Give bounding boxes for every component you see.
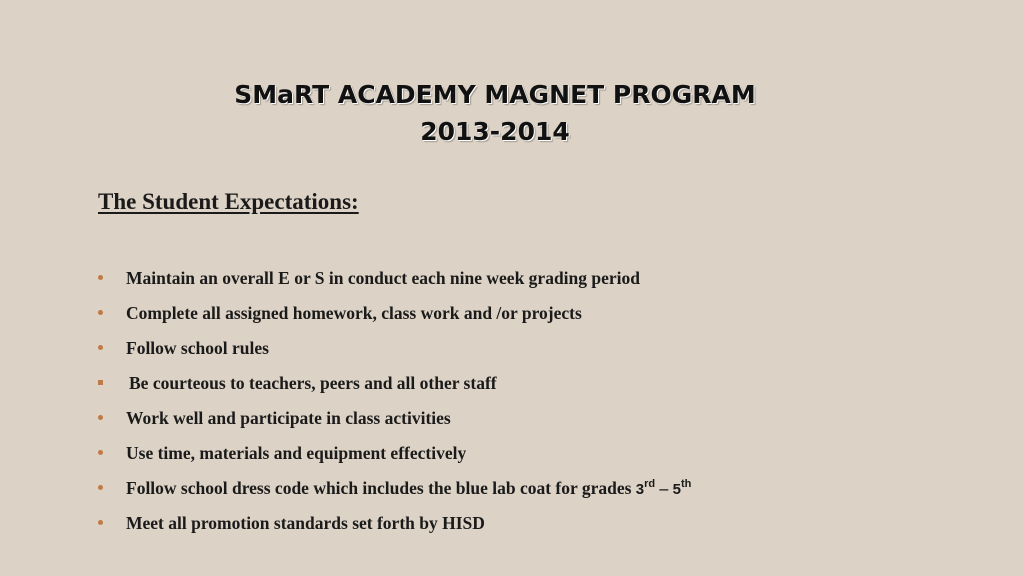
bullet-square-icon [98,380,103,385]
bullet-dot-icon [98,415,103,420]
section-heading: The Student Expectations: [98,189,359,214]
list-item [96,473,691,508]
list-item-text: Complete all assigned homework, class work and /or projects [126,303,582,323]
list-item-text: Meet all promotion standards set forth by HISD [126,513,485,533]
grade-to-suffix: th [680,478,692,491]
grade-from: 3 [635,481,645,498]
grade-from-suffix: rd [644,478,656,491]
list-item-text: Follow school dress code which includes the blue lab coat for grades [126,478,636,498]
bullet-dot-icon [98,520,103,525]
list-item [96,298,691,333]
list-item-text: Use time, materials and equipment effectively [126,443,467,463]
list-item-text: Maintain an overall E or S in conduct each nine week grading period [126,268,641,288]
bullet-dot-icon [98,485,103,490]
expectations-list [96,263,691,543]
bullet-dot-icon [98,310,103,315]
title-line-2: 2013-2014 [420,117,570,146]
list-item [96,403,691,438]
bullet-dot-icon [98,275,103,280]
list-item [96,368,691,403]
bullet-dot-icon [98,450,103,455]
list-item-text: Work well and participate in class activities [126,408,451,428]
list-item-text: Be courteous to teachers, peers and all other staff [129,373,497,393]
grade-dash: – [655,478,673,498]
bullet-dot-icon [98,345,103,350]
list-item-text: Follow school rules [126,338,269,358]
list-item [96,438,691,473]
grade-to: 5 [672,481,681,498]
list-item [96,333,691,368]
slide-title [0,76,990,150]
list-item [96,508,691,543]
list-item [96,263,691,298]
title-line-1: SMaRT ACADEMY MAGNET PROGRAM [234,80,756,109]
